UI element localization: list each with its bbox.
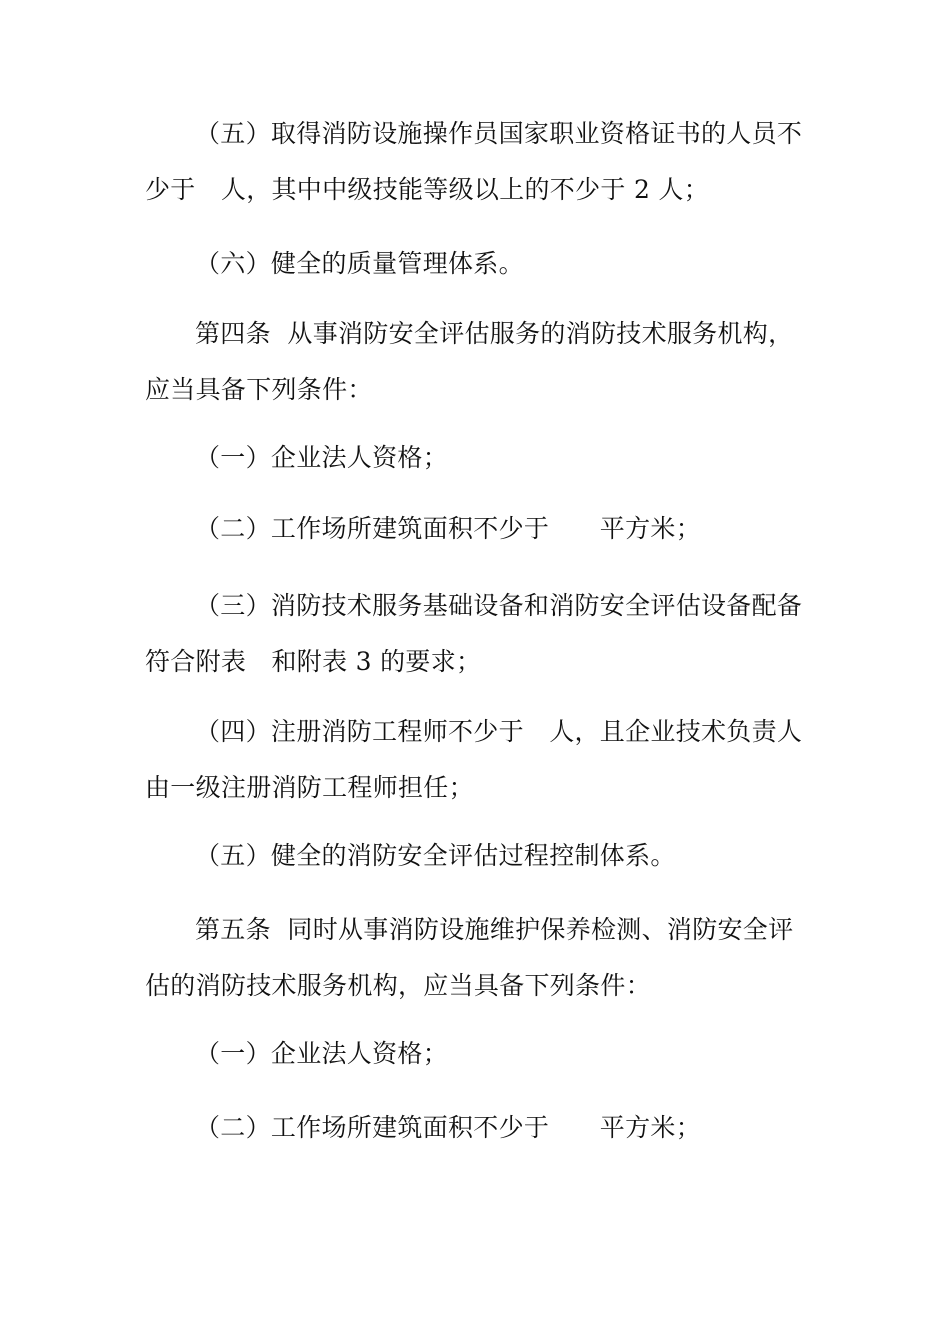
paragraph-a4-item-2: （二）工作场所建筑面积不少于 平方米；: [195, 514, 702, 543]
paragraph-article-5: 第五条 同时从事消防设施维护保养检测、消防安全评估的消防技术服务机构，应当具备下列条件：: [145, 915, 794, 1000]
paragraph-a4-item-1: （一）企业法人资格；: [195, 443, 449, 472]
paragraph-a4-item-5: （五）健全的消防安全评估过程控制体系。: [195, 841, 676, 870]
paragraph-item-6-quality: （六）健全的质量管理体系。: [195, 249, 524, 278]
paragraph-a4-item-3: （三）消防技术服务基础设备和消防安全评估设备配备符合附表 和附表 3 的要求；: [145, 591, 803, 676]
paragraph-article-4: 第四条 从事消防安全评估服务的消防技术服务机构，应当具备下列条件：: [145, 319, 794, 404]
paragraph-a5-item-1: （一）企业法人资格；: [195, 1039, 449, 1068]
paragraph-a4-item-4: （四）注册消防工程师不少于 人，且企业技术负责人由一级注册消防工程师担任；: [145, 717, 803, 802]
paragraph-item-5-operators: （五）取得消防设施操作员国家职业资格证书的人员不少于 人，其中中级技能等级以上的不少于 2 人；: [145, 119, 803, 204]
paragraph-a5-item-2: （二）工作场所建筑面积不少于 平方米；: [195, 1113, 702, 1142]
